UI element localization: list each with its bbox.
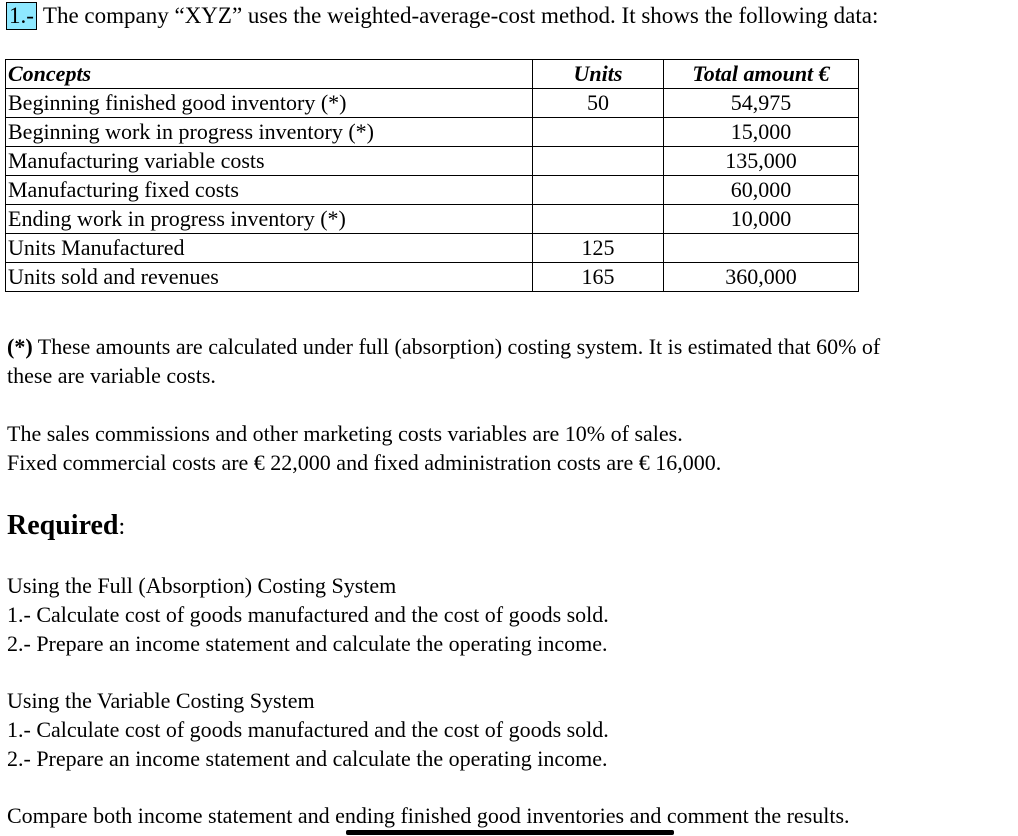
row-concept: Units Manufactured <box>6 234 533 263</box>
row-concept: Units sold and revenues <box>6 263 533 292</box>
header-concepts: Concepts <box>6 60 533 89</box>
row-units: 125 <box>533 234 664 263</box>
full-costing-section <box>7 571 609 658</box>
row-concept: Beginning finished good inventory (*) <box>6 89 533 118</box>
row-concept: Ending work in progress inventory (*) <box>6 205 533 234</box>
footnote-marker: (*) <box>7 334 33 359</box>
required-label: Required <box>7 510 119 541</box>
row-amount: 135,000 <box>664 147 859 176</box>
row-concept: Beginning work in progress inventory (*) <box>6 118 533 147</box>
row-concept: Manufacturing fixed costs <box>6 176 533 205</box>
cost-data-table <box>5 59 859 292</box>
commissions-line: The sales commissions and other marketing costs variables are 10% of sales. <box>7 421 683 446</box>
required-heading <box>7 508 125 545</box>
row-amount: 15,000 <box>664 118 859 147</box>
full-costing-step-2: 2.- Prepare an income statement and calculate the operating income. <box>7 631 608 656</box>
row-units <box>533 147 664 176</box>
table-header-row <box>6 60 859 89</box>
footnote-paragraph <box>7 332 880 390</box>
row-units: 165 <box>533 263 664 292</box>
problem-number: 1.- <box>6 2 37 30</box>
full-costing-title: Using the Full (Absorption) Costing System <box>7 573 397 598</box>
row-amount: 10,000 <box>664 205 859 234</box>
row-units <box>533 118 664 147</box>
table-row <box>6 118 859 147</box>
table-row <box>6 89 859 118</box>
row-units <box>533 176 664 205</box>
row-amount: 54,975 <box>664 89 859 118</box>
footnote-line-1: These amounts are calculated under full (absorption) costing system. It is estimated that 60% of <box>32 334 881 359</box>
row-amount: 360,000 <box>664 263 859 292</box>
scroll-indicator-bar <box>346 830 674 835</box>
table-row <box>6 176 859 205</box>
row-amount <box>664 234 859 263</box>
table-row <box>6 147 859 176</box>
table-row <box>6 205 859 234</box>
table-row <box>6 234 859 263</box>
row-amount: 60,000 <box>664 176 859 205</box>
table-row <box>6 263 859 292</box>
row-concept: Manufacturing variable costs <box>6 147 533 176</box>
variable-costing-step-1: 1.- Calculate cost of goods manufactured and the cost of goods sold. <box>7 717 609 742</box>
fixed-costs-line: Fixed commercial costs are € 22,000 and fixed administration costs are € 16,000. <box>7 450 722 475</box>
variable-costing-title: Using the Variable Costing System <box>7 688 315 713</box>
header-total-amount: Total amount € <box>664 60 859 89</box>
compare-instruction: Compare both income statement and ending finished good inventories and comment the results. <box>7 803 850 828</box>
costs-paragraph <box>7 419 721 477</box>
required-colon: : <box>118 514 126 540</box>
variable-costing-section <box>7 686 609 773</box>
full-costing-step-1: 1.- Calculate cost of goods manufactured and the cost of goods sold. <box>7 602 609 627</box>
row-units <box>533 205 664 234</box>
footnote-line-2: these are variable costs. <box>7 363 216 388</box>
variable-costing-step-2: 2.- Prepare an income statement and calculate the operating income. <box>7 746 608 771</box>
header-units: Units <box>533 60 664 89</box>
problem-heading <box>6 0 878 32</box>
row-units: 50 <box>533 89 664 118</box>
problem-intro: The company “XYZ” uses the weighted-average-cost method. It shows the following data: <box>42 3 879 28</box>
